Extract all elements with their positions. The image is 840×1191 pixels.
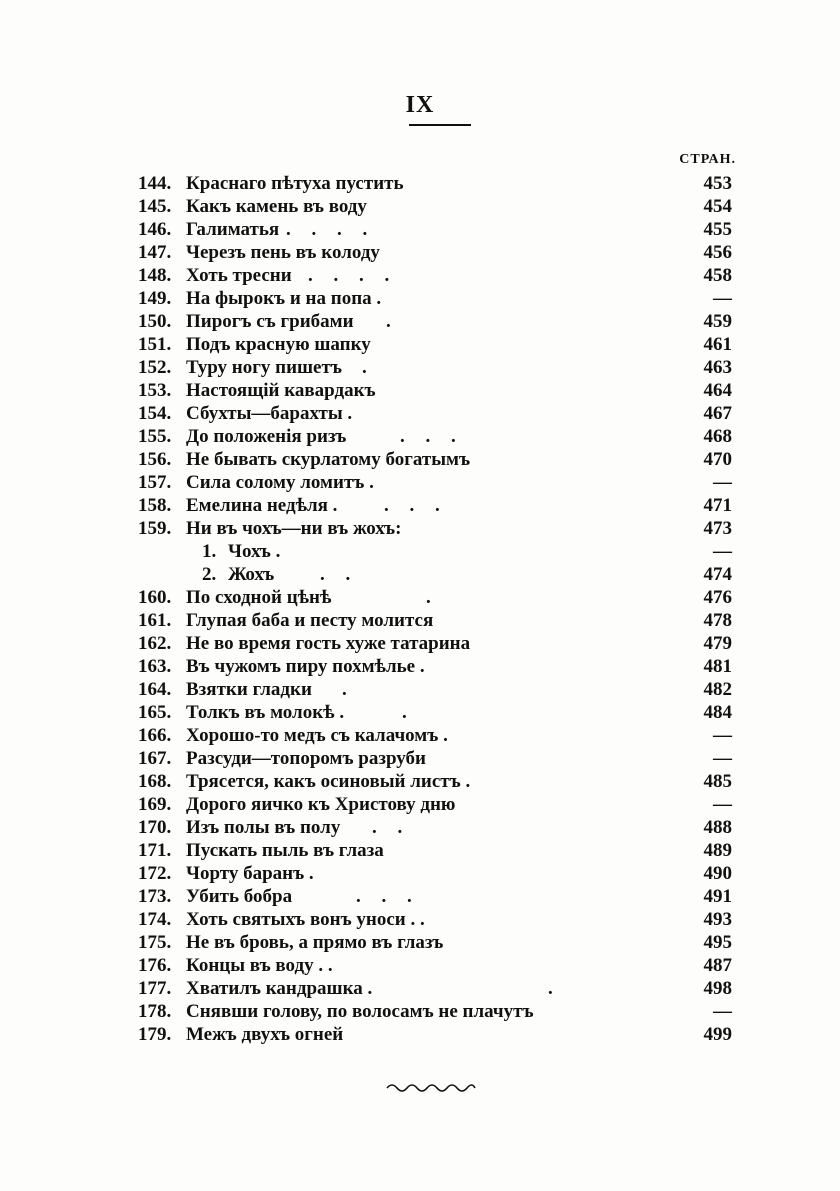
- page-number: IX: [405, 92, 435, 118]
- toc-entry: [138, 333, 736, 356]
- entry-page: 498: [703, 978, 732, 999]
- entry-page: 484: [703, 702, 732, 723]
- entry-number: 179.: [138, 1024, 172, 1045]
- entry-page: 473: [703, 518, 732, 539]
- entry-page: 474: [703, 564, 732, 585]
- leader-dots: .: [342, 679, 355, 700]
- toc-entry: [138, 241, 736, 264]
- toc-entry: [138, 701, 736, 724]
- toc-entry: [138, 471, 736, 494]
- entry-number: 145.: [138, 196, 172, 217]
- entry-number: 171.: [138, 840, 172, 861]
- entry-title: Настоящій кавардакъ: [186, 380, 376, 401]
- toc-entry: [138, 908, 736, 931]
- entry-page: 478: [703, 610, 732, 631]
- leader-dots: .: [402, 702, 415, 723]
- toc-entry: [138, 839, 736, 862]
- toc-entry: [138, 793, 736, 816]
- toc-entry: [138, 517, 736, 540]
- entry-number: 2.: [202, 564, 217, 585]
- toc-entry: [138, 632, 736, 655]
- entry-title: Черезъ пень въ колоду: [186, 242, 380, 263]
- entry-page: 489: [703, 840, 732, 861]
- entry-number: 1.: [202, 541, 217, 562]
- pages-column-label: СТРАН.: [679, 152, 736, 167]
- toc-subentry: [138, 563, 736, 586]
- toc-subentry: [138, 540, 736, 563]
- leader-dots: .: [426, 587, 439, 608]
- toc-entry: [138, 770, 736, 793]
- toc-entry: [138, 586, 736, 609]
- entry-number: 147.: [138, 242, 172, 263]
- entry-page: —: [713, 541, 732, 562]
- tail-ornament: [385, 1080, 477, 1094]
- entry-page: 458: [703, 265, 732, 286]
- leader-dots: . . .: [400, 426, 464, 447]
- entry-page: 463: [703, 357, 732, 378]
- entry-page: 482: [703, 679, 732, 700]
- leader-dots: .: [548, 978, 561, 999]
- entry-title: Чохъ .: [228, 541, 281, 562]
- toc-entry: [138, 862, 736, 885]
- entry-page: 479: [703, 633, 732, 654]
- entry-number: 144.: [138, 173, 172, 194]
- entry-title: Дорого яичко къ Христову дню: [186, 794, 456, 815]
- entry-number: 150.: [138, 311, 172, 332]
- entry-title: Взятки гладки: [186, 679, 312, 700]
- entry-number: 175.: [138, 932, 172, 953]
- entry-title: Сбухты—барахты .: [186, 403, 353, 424]
- entry-number: 148.: [138, 265, 172, 286]
- toc-entry: [138, 195, 736, 218]
- leader-dots: . . .: [356, 886, 420, 907]
- entry-title: Краснаго пѣтуха пустить: [186, 173, 404, 194]
- entry-number: 168.: [138, 771, 172, 792]
- entry-title: Толкъ въ молокѣ .: [186, 702, 345, 723]
- entry-title: До положенія ризъ: [186, 426, 347, 447]
- entry-number: 169.: [138, 794, 172, 815]
- entry-page: 453: [703, 173, 732, 194]
- table-of-contents: [138, 172, 736, 1046]
- entry-number: 162.: [138, 633, 172, 654]
- entry-page: 488: [703, 817, 732, 838]
- entry-number: 156.: [138, 449, 172, 470]
- entry-number: 146.: [138, 219, 172, 240]
- entry-page: —: [713, 288, 732, 309]
- entry-number: 178.: [138, 1001, 172, 1022]
- entry-number: 153.: [138, 380, 172, 401]
- entry-title: Хватилъ кандрашка .: [186, 978, 373, 999]
- entry-number: 173.: [138, 886, 172, 907]
- leader-dots: . .: [372, 817, 411, 838]
- entry-page: 476: [703, 587, 732, 608]
- entry-number: 155.: [138, 426, 172, 447]
- entry-number: 165.: [138, 702, 172, 723]
- toc-entry: [138, 747, 736, 770]
- entry-number: 176.: [138, 955, 172, 976]
- toc-entry: [138, 954, 736, 977]
- toc-entry: [138, 218, 736, 241]
- leader-dots: .: [362, 357, 375, 378]
- entry-number: 172.: [138, 863, 172, 884]
- entry-page: —: [713, 725, 732, 746]
- entry-page: 471: [703, 495, 732, 516]
- entry-page: 490: [703, 863, 732, 884]
- entry-page: —: [713, 794, 732, 815]
- entry-number: 160.: [138, 587, 172, 608]
- entry-title: Туру ногу пишетъ: [186, 357, 342, 378]
- entry-page: 459: [703, 311, 732, 332]
- entry-title: Трясется, какъ осиновый листъ .: [186, 771, 471, 792]
- entry-title: Не во время гость хуже татарина: [186, 633, 471, 654]
- entry-title: Концы въ воду . .: [186, 955, 333, 976]
- toc-entry: [138, 425, 736, 448]
- entry-number: 177.: [138, 978, 172, 999]
- toc-entry: [138, 885, 736, 908]
- entry-page: 481: [703, 656, 732, 677]
- entry-number: 154.: [138, 403, 172, 424]
- entry-title: Хоть тресни: [186, 265, 292, 286]
- entry-number: 167.: [138, 748, 172, 769]
- leader-dots: .: [386, 311, 399, 332]
- toc-entry: [138, 264, 736, 287]
- entry-title: Въ чужомъ пиру похмѣлье .: [186, 656, 425, 677]
- entry-title: Межъ двухъ огней: [186, 1024, 344, 1045]
- toc-entry: [138, 448, 736, 471]
- entry-page: 464: [703, 380, 732, 401]
- leader-dots: . .: [320, 564, 359, 585]
- entry-page: —: [713, 472, 732, 493]
- toc-entry: [138, 609, 736, 632]
- entry-title: Глупая баба и песту молится: [186, 610, 434, 631]
- entry-page: 485: [703, 771, 732, 792]
- entry-number: 157.: [138, 472, 172, 493]
- entry-title: На фырокъ и на попа .: [186, 288, 382, 309]
- entry-number: 161.: [138, 610, 172, 631]
- entry-title: Разсуди—топоромъ разруби: [186, 748, 427, 769]
- entry-title: По сходной цѣнѣ: [186, 587, 332, 608]
- toc-entry: [138, 310, 736, 333]
- entry-number: 174.: [138, 909, 172, 930]
- entry-page: 467: [703, 403, 732, 424]
- toc-entry: [138, 977, 736, 1000]
- entry-number: 163.: [138, 656, 172, 677]
- toc-entry: [138, 494, 736, 517]
- entry-number: 149.: [138, 288, 172, 309]
- entry-page: 461: [703, 334, 732, 355]
- leader-dots: . . .: [384, 495, 448, 516]
- entry-title: Не въ бровь, а прямо въ глазъ: [186, 932, 444, 953]
- toc-entry: [138, 816, 736, 839]
- toc-entry: [138, 1000, 736, 1023]
- entry-title: Хоть святыхъ вонъ уноси . .: [186, 909, 425, 930]
- entry-page: 470: [703, 449, 732, 470]
- entry-page: 499: [703, 1024, 732, 1045]
- leader-dots: . . . .: [286, 219, 376, 240]
- entry-title: Чорту баранъ .: [186, 863, 314, 884]
- toc-entry: [138, 1023, 736, 1046]
- entry-number: 170.: [138, 817, 172, 838]
- entry-page: 454: [703, 196, 732, 217]
- entry-title: Пускать пыль въ глаза: [186, 840, 384, 861]
- toc-entry: [138, 678, 736, 701]
- entry-page: 456: [703, 242, 732, 263]
- entry-number: 164.: [138, 679, 172, 700]
- entry-page: 487: [703, 955, 732, 976]
- entry-title: Подъ красную шапку: [186, 334, 371, 355]
- entry-page: —: [713, 748, 732, 769]
- entry-page: 495: [703, 932, 732, 953]
- leader-dots: . . . .: [308, 265, 398, 286]
- entry-number: 159.: [138, 518, 172, 539]
- toc-entry: [138, 655, 736, 678]
- toc-entry: [138, 379, 736, 402]
- toc-entry: [138, 172, 736, 195]
- entry-title: Хорошо-то медъ съ калачомъ .: [186, 725, 448, 746]
- entry-title: Емелина недѣля .: [186, 495, 338, 516]
- toc-entry: [138, 356, 736, 379]
- entry-page: 493: [703, 909, 732, 930]
- toc-entry: [138, 931, 736, 954]
- entry-page: 468: [703, 426, 732, 447]
- entry-title: Какъ камень въ воду: [186, 196, 367, 217]
- header-rule: [409, 124, 471, 126]
- entry-number: 151.: [138, 334, 172, 355]
- entry-page: 491: [703, 886, 732, 907]
- toc-entry: [138, 402, 736, 425]
- entry-title: Не бывать скурлатому богатымъ: [186, 449, 471, 470]
- entry-number: 166.: [138, 725, 172, 746]
- entry-title: Жохъ: [228, 564, 275, 585]
- entry-number: 152.: [138, 357, 172, 378]
- entry-title: Ни въ чохъ—ни въ жохъ:: [186, 518, 402, 539]
- entry-number: 158.: [138, 495, 172, 516]
- entry-title: Галиматья: [186, 219, 280, 240]
- entry-title: Снявши голову, по волосамъ не плачутъ: [186, 1001, 534, 1022]
- entry-title: Пирогъ съ грибами: [186, 311, 354, 332]
- entry-page: —: [713, 1001, 732, 1022]
- toc-entry: [138, 724, 736, 747]
- entry-title: Убить бобра: [186, 886, 293, 907]
- entry-title: Сила солому ломитъ .: [186, 472, 374, 493]
- entry-page: 455: [703, 219, 732, 240]
- toc-entry: [138, 287, 736, 310]
- entry-title: Изъ полы въ полу: [186, 817, 341, 838]
